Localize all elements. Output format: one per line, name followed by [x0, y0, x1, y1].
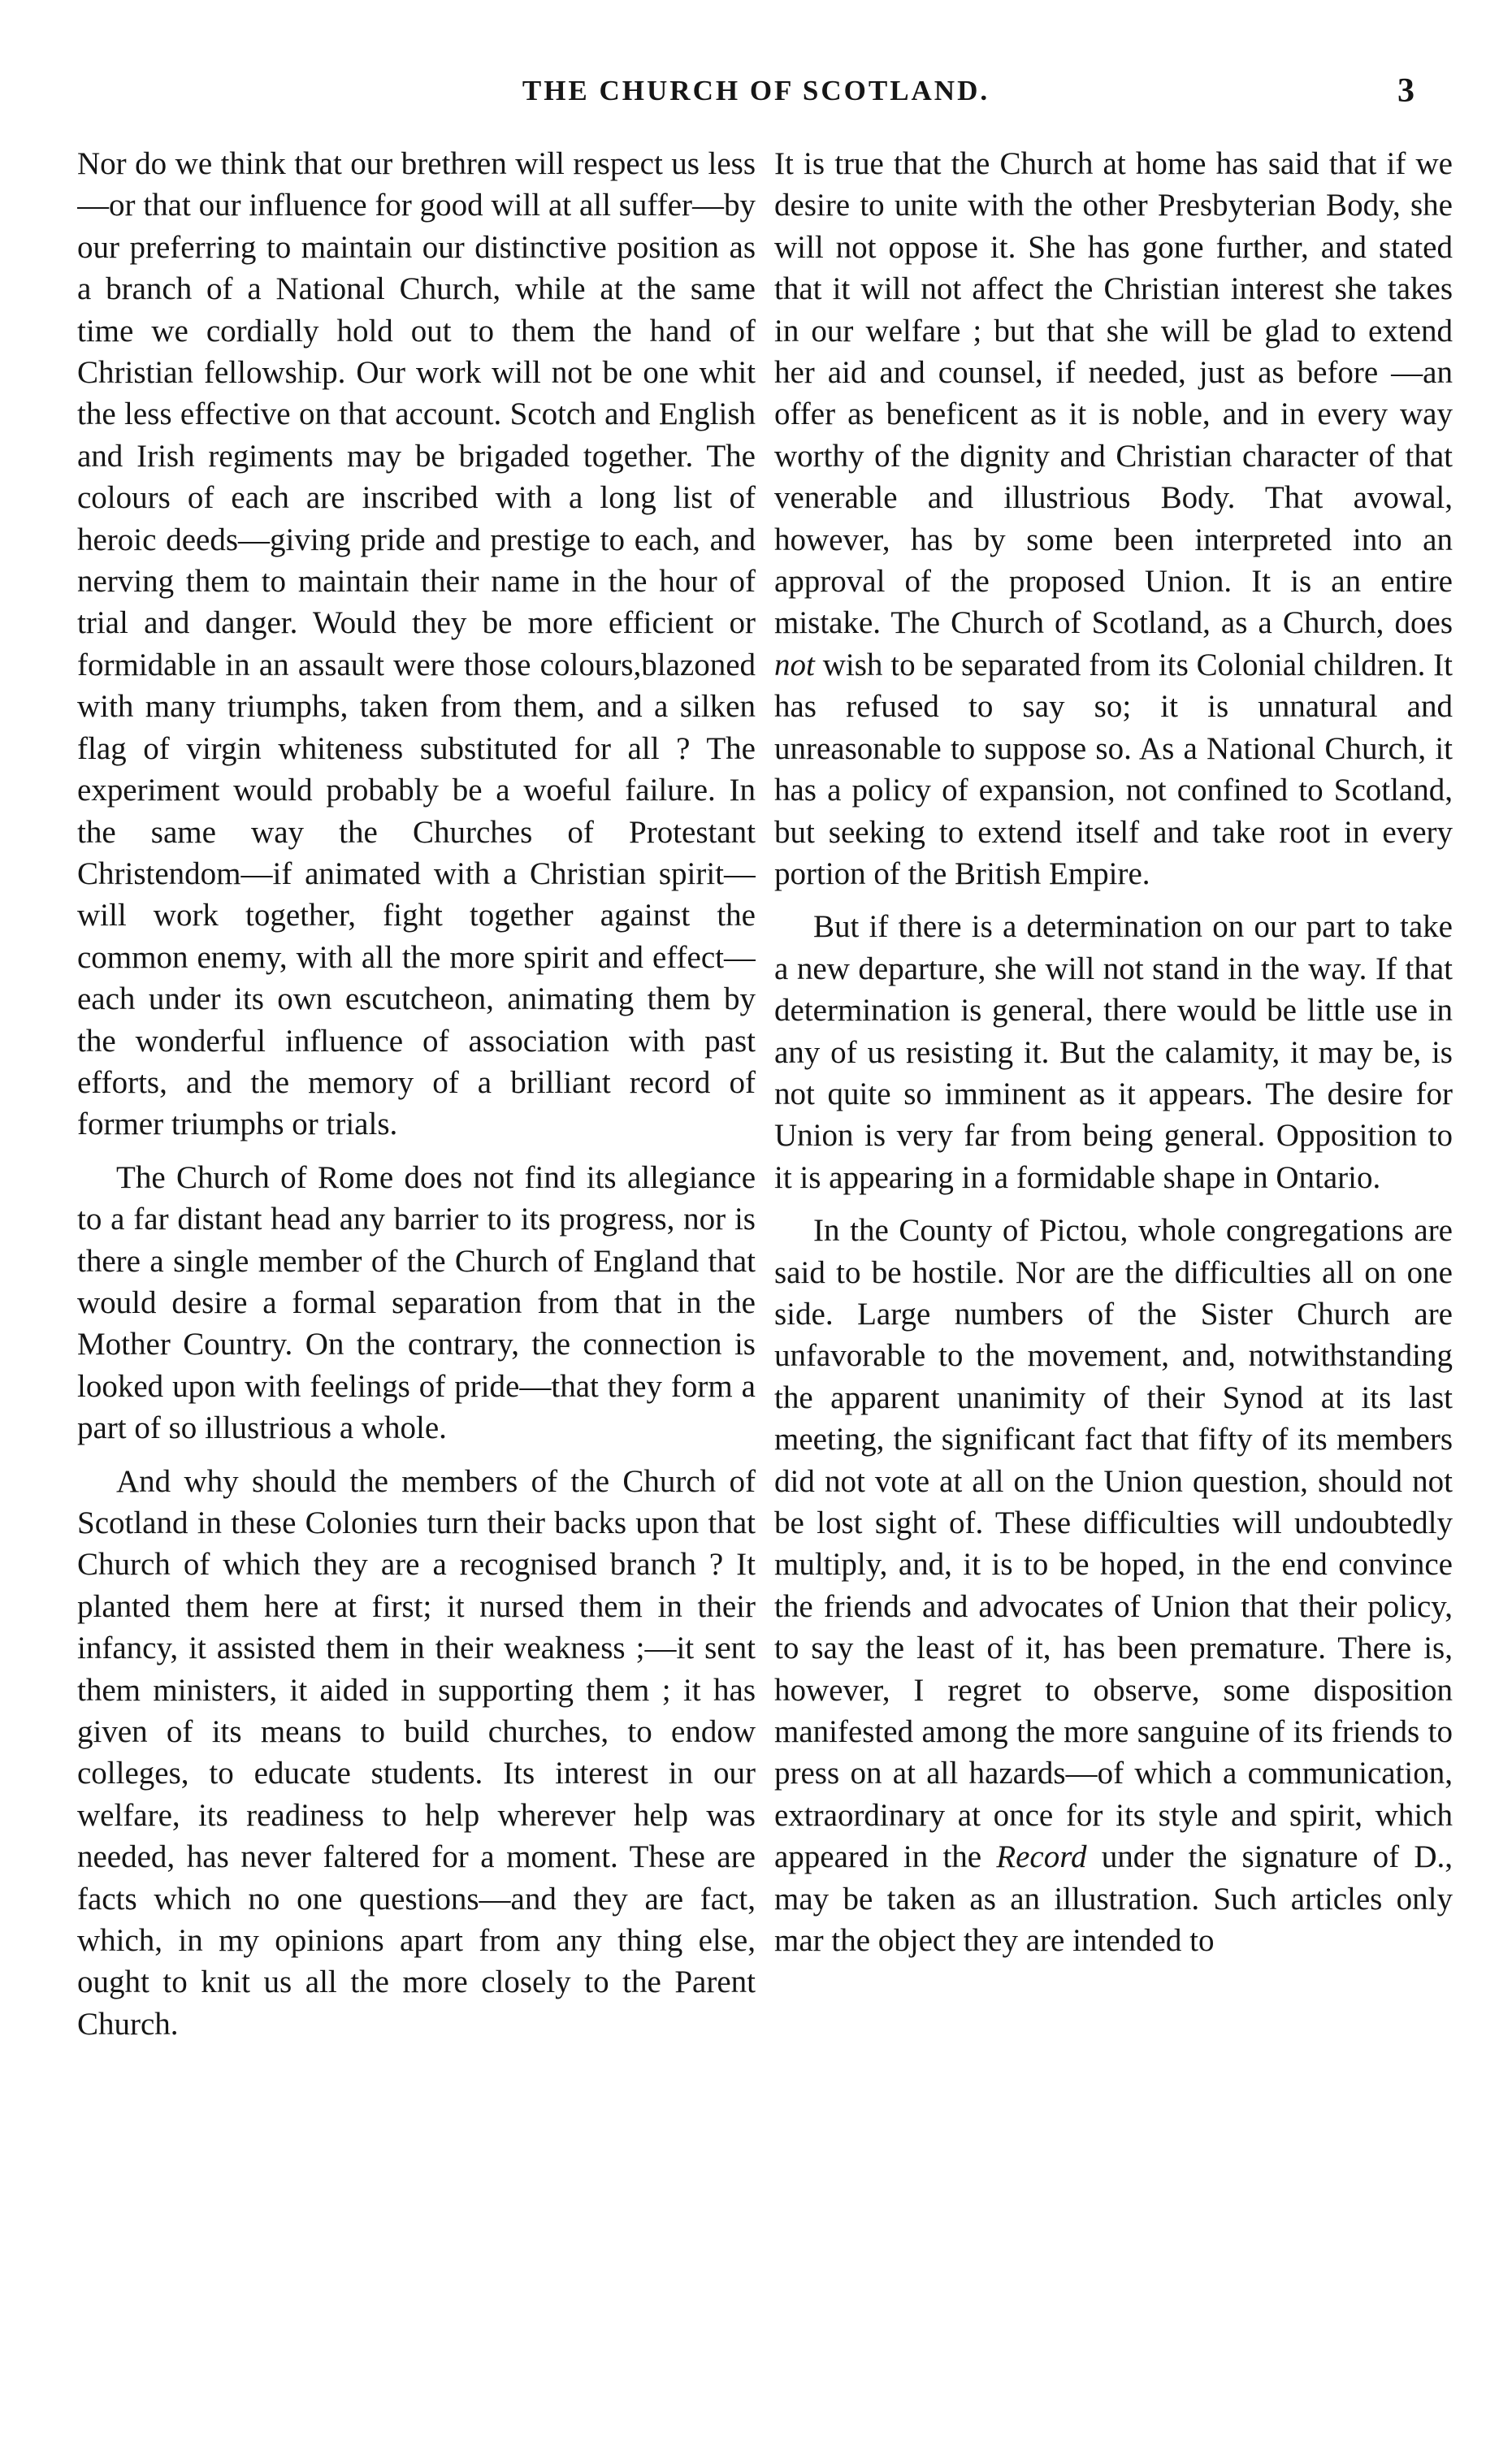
emphasis-not: not	[774, 647, 815, 682]
right-column	[774, 143, 1453, 2418]
right-paragraph-1-text-b: wish to be separated from its Colonial children. It has refused to say so; it is unnatural and unreasonable to suppose so. As a National Church, it has a policy of expansion, not confined to Scotland, but seeking to extend itself and take root in every portion of the British Empire.	[774, 647, 1453, 891]
right-paragraph-2: But if there is a determination on our part to take a new departure, she will not stand in the way. If that determination is general, there would be little use in any of us resisting it. But the calamity, it may be, is not quite so imminent as it appears. The desire for Union is very far from being general. Opposition to it is appearing in a formidable shape in Ontario.	[774, 909, 1453, 1195]
left-paragraph-3: And why should the members of the Church of Scotland in these Colonies turn their backs upon that Church of which they are a recognised branch ? It planted them here at first; it nursed them in their infancy, it assisted them in their weakness ;—it sent them ministers, it aided in supporting them ; it has given of its means to build churches, to endow colleges, to educate students. Its interest in our welfare, its readiness to help wherever help was needed, has never faltered for a moment. These are facts which no one questions—and they are fact, which, in my opinions apart from any thing else, ought to knit us all the more closely to the Parent Church.	[77, 1463, 756, 2042]
right-paragraph-3-text-a: In the County of Pictou, whole congregations are said to be hostile. Nor are the difficulties all on one side. Large numbers of the Sister Church are unfavorable to the movement, and, notwithstanding the apparent unanimity of their Synod at its last meeting, the significant fact that fifty of its members did not vote at all on the Union question, should not be lost sight of. These difficulties will undoubtedly multiply, and, it is to be hoped, in the end convince the friends and advocates of Union that their policy, to say the least of it, has been premature. There is, however, I regret to observe, some disposition manifested among the more sanguine of its friends to press on at all hazards—of which a communication, extraordinary at once for its style and spirit, which appeared in the	[774, 1213, 1453, 1875]
running-title: THE CHURCH OF SCOTLAND.	[522, 75, 990, 106]
left-column	[77, 143, 756, 2418]
right-paragraph-1-text-a: It is true that the Church at home has said that if we desire to unite with the other Presbyterian Body, she will not oppose it. She has gone further, and stated that it will not affect the Christian interest she takes in our welfare ; but that she will be glad to extend her aid and counsel, if needed, just as before —an offer as beneficent as it is noble, and in every way worthy of the dignity and Christian character of that venerable and illustrious Body. That avowal, however, has by some been interpreted into an approval of the proposed Union. It is an entire mistake. The Church of Scotland, as a Church, does	[774, 146, 1453, 641]
right-paragraph-3	[774, 1210, 1453, 1961]
left-paragraph-2: The Church of Rome does not find its allegiance to a far distant head any barrier to its progress, nor is there a single member of the Church of England that would desire a formal separation from that in the Mother Country. On the contrary, the connection is looked upon with feelings of pride—that they form a part of so illustrious a whole.	[77, 1159, 756, 1446]
right-paragraph-3-text-b: under the signature of D., may be taken as an illustration. Such articles only mar the object they are intended to	[774, 1839, 1453, 1959]
running-head	[0, 72, 1512, 123]
right-paragraph-1	[774, 143, 1453, 894]
left-paragraph-1: Nor do we think that our brethren will respect us less—or that our influence for good will at all suffer—by our preferring to maintain our distinctive position as a branch of a National Church, while at the same time we cordially hold out to them the hand of Christian fellowship. Our work will not be one whit the less effective on that account. Scotch and English and Irish regiments may be brigaded together. The colours of each are inscribed with a long list of heroic deeds—giving pride and prestige to each, and nerving them to maintain their name in the hour of trial and danger. Would they be more efficient or formidable in an assault were those colours,blazoned with many triumphs, taken from them, and a silken flag of virgin whiteness substituted for all ? The experiment would probably be a woeful failure. In the same way the Churches of Protestant Christendom—if animated with a Christian spirit—will work together, fight together against the common enemy, with all the more spirit and effect—each under its own escutcheon, animating them by the wonderful influence of association with past efforts, and the memory of a brilliant record of former triumphs or trials.	[77, 146, 756, 1142]
emphasis-record: Record	[996, 1839, 1087, 1875]
page-number: 3	[1397, 72, 1415, 110]
